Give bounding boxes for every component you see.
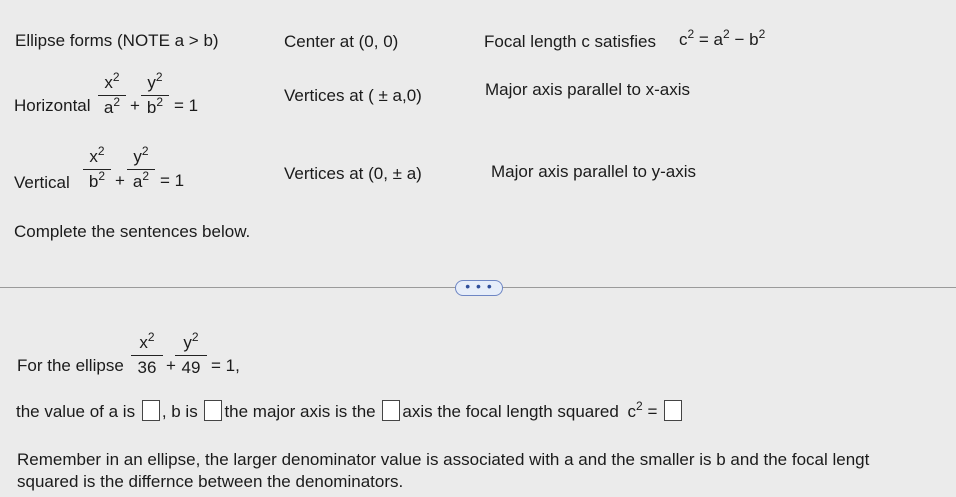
c-squared-input[interactable]	[664, 400, 682, 421]
ellipse-forms-label: Ellipse forms (NOTE a > b)	[15, 31, 219, 50]
vertical-major-axis: Major axis parallel to y-axis	[491, 162, 697, 181]
axis-word: axis	[402, 402, 433, 421]
vertical-fraction-x: $x^2$ $b^2$	[81, 146, 113, 193]
focal-squared-label: the focal length squared	[437, 402, 619, 421]
question-intro: For the ellipse	[17, 356, 124, 375]
horizontal-label: Horizontal	[14, 96, 91, 115]
remark-line-2: squared is the differnce between the denominators.	[17, 472, 404, 491]
vertical-fraction-y: $y^2$ $a^2$	[125, 146, 157, 193]
remark-line-1: Remember in an ellipse, the larger denominator value is associated with a and the smaller is b and the focal lengt	[17, 450, 870, 469]
horizontal-vertices: Vertices at ( ± a,0)	[284, 86, 422, 105]
a-value-input[interactable]	[142, 400, 160, 421]
b-value-label: , b is	[161, 402, 198, 421]
question-plus: +	[166, 356, 176, 375]
show-more-button[interactable]: • • •	[455, 280, 503, 296]
b-value-input[interactable]	[204, 400, 222, 421]
a-value-label: the value of a is	[16, 402, 136, 421]
question-equals: = 1,	[211, 356, 240, 375]
answer-sentence	[16, 400, 684, 422]
center-text: Center at (0, 0)	[284, 32, 399, 51]
question-fraction-x: $x^2$ 36	[129, 332, 165, 379]
instruction-text: Complete the sentences below.	[14, 222, 251, 241]
horizontal-major-axis: Major axis parallel to x-axis	[485, 80, 691, 99]
vertical-label: Vertical	[14, 173, 70, 192]
vertical-vertices: Vertices at (0, ± a)	[284, 164, 422, 183]
c-squared-label: $c^2$ =	[627, 399, 658, 421]
focal-text: Focal length c satisfies	[484, 32, 656, 51]
horizontal-fraction-x: $x^2$ $a^2$	[96, 72, 128, 119]
vertical-equals: = 1	[160, 171, 185, 190]
horizontal-plus: +	[130, 96, 140, 115]
major-axis-label: the major axis is the	[224, 402, 376, 421]
vertical-plus: +	[115, 171, 125, 190]
question-fraction-y: $y^2$ 49	[173, 332, 209, 379]
major-axis-input[interactable]	[382, 400, 400, 421]
focal-equation: $c^2 = a^2 - b^2$	[679, 27, 766, 49]
horizontal-equals: = 1	[174, 96, 199, 115]
horizontal-fraction-y: $y^2$ $b^2$	[139, 72, 171, 119]
